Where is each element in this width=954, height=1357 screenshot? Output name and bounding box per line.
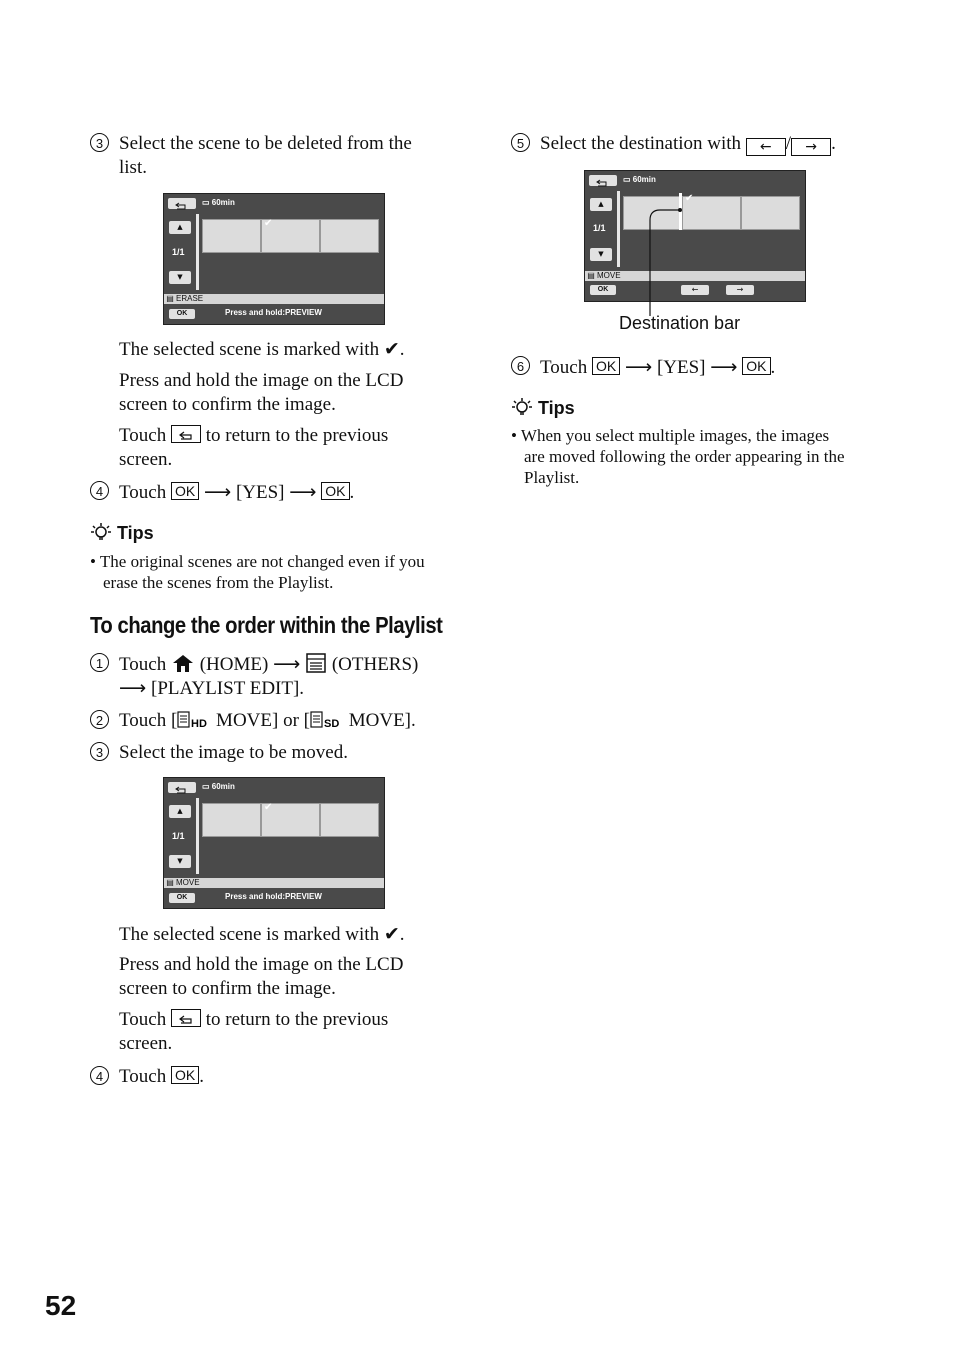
scroll-up-button[interactable]: ▲: [590, 198, 612, 211]
battery-indicator: ▭ 60min: [202, 782, 235, 791]
arrow-right-icon: ⟶: [119, 677, 147, 699]
scrollbar: [196, 214, 199, 290]
arrow-right-icon: ⟶: [710, 356, 738, 378]
step-text: list.: [119, 157, 147, 178]
return-icon: [171, 425, 201, 443]
step-number: 6: [511, 356, 530, 375]
paragraph-marked: The selected scene is marked with ✔.: [119, 338, 405, 360]
move-left-button[interactable]: ←: [681, 285, 709, 295]
tip-item: • The original scenes are not changed even if you erase the scenes from the Playlist.: [90, 552, 425, 592]
arrow-right-icon: ⟶: [624, 356, 653, 378]
ok-button[interactable]: OK: [590, 285, 616, 295]
scroll-down-button[interactable]: ▼: [590, 248, 612, 261]
checkmark-icon: ✔: [383, 338, 400, 360]
thumbnail[interactable]: [202, 219, 261, 253]
others-icon: [305, 652, 327, 674]
lightbulb-icon: [511, 396, 533, 418]
hold-preview-text: Press and hold:PREVIEW: [225, 308, 322, 317]
ok-button-icon: OK: [171, 482, 199, 500]
ok-button-icon: OK: [171, 1066, 199, 1084]
mode-bar: ▤ MOVE: [585, 271, 805, 281]
page-number: 52: [45, 1290, 77, 1321]
sd-playlist-icon: [310, 710, 344, 730]
ok-button[interactable]: OK: [169, 309, 195, 319]
svg-text:SD: SD: [323, 718, 340, 730]
tip-item: • When you select multiple images, the images are moved following the order appearing in the Playlist.: [511, 426, 845, 487]
checkmark-icon: ✔: [383, 923, 400, 945]
arrow-right-icon: ⟶: [203, 481, 232, 503]
step-number: 1: [90, 653, 109, 672]
return-icon: [168, 784, 196, 795]
scrollbar: [196, 798, 199, 874]
return-button[interactable]: [589, 175, 617, 186]
section-heading: To change the order within the Playlist: [90, 612, 443, 638]
tips-heading: Tips: [511, 396, 575, 419]
thumbnail[interactable]: [320, 219, 379, 253]
step-number: 4: [90, 1066, 109, 1085]
hd-playlist-icon: [177, 710, 211, 730]
step-number: 3: [90, 742, 109, 761]
paragraph-return: Touch to return to the previous screen.: [119, 1009, 389, 1054]
mode-bar: ▤ MOVE: [164, 878, 384, 888]
check-icon: ✔: [685, 193, 694, 204]
lcd-screen-move: [163, 777, 385, 909]
return-button[interactable]: [168, 198, 196, 209]
destination-bar-label: Destination bar: [619, 313, 741, 333]
step-number: 5: [511, 133, 530, 152]
return-icon: [589, 177, 617, 188]
page-indicator: 1/1: [172, 247, 185, 257]
scroll-down-button[interactable]: ▼: [169, 271, 191, 284]
move-right-button[interactable]: →: [726, 285, 754, 295]
paragraph-marked: The selected scene is marked with ✔.: [119, 923, 405, 945]
scroll-up-button[interactable]: ▲: [169, 221, 191, 234]
lcd-screen-destination: [584, 170, 806, 302]
return-button[interactable]: [168, 782, 196, 793]
ok-button[interactable]: OK: [169, 893, 195, 903]
return-icon: [168, 200, 196, 211]
thumbnail[interactable]: [741, 196, 800, 230]
thumbnail[interactable]: [320, 803, 379, 837]
hold-preview-text: Press and hold:PREVIEW: [225, 892, 322, 901]
check-icon: ✔: [264, 802, 273, 813]
lightbulb-icon: [90, 521, 112, 543]
check-icon: ✔: [264, 218, 273, 229]
paragraph-return: Touch to return to the previous screen.: [119, 425, 389, 470]
paragraph-press-hold: Press and hold the image on the LCD screen to confirm the image.: [119, 370, 404, 415]
home-icon: [171, 653, 195, 673]
right-arrow-icon: →: [791, 138, 831, 156]
battery-indicator: ▭ 60min: [623, 175, 656, 184]
page-indicator: 1/1: [593, 223, 606, 233]
ok-button-icon: OK: [742, 357, 770, 375]
ok-button-icon: OK: [592, 357, 620, 375]
scrollbar: [617, 191, 620, 267]
thumbnail[interactable]: [202, 803, 261, 837]
arrow-right-icon: ⟶: [273, 653, 301, 675]
step-number: 3: [90, 133, 109, 152]
step-number: 4: [90, 481, 109, 500]
scroll-down-button[interactable]: ▼: [169, 855, 191, 868]
paragraph-press-hold: Press and hold the image on the LCD screen to confirm the image.: [119, 954, 404, 999]
return-icon: [171, 1009, 201, 1027]
battery-indicator: ▭ 60min: [202, 198, 235, 207]
scroll-up-button[interactable]: ▲: [169, 805, 191, 818]
callout-line: [640, 200, 690, 320]
step-number: 2: [90, 710, 109, 729]
tips-heading: Tips: [90, 521, 154, 544]
svg-text:HD: HD: [191, 718, 208, 730]
mode-bar: ▤ ERASE: [164, 294, 384, 304]
left-arrow-icon: ←: [746, 138, 786, 156]
step-text: Select the scene to be deleted from the: [119, 133, 412, 154]
ok-button-icon: OK: [321, 482, 349, 500]
page-indicator: 1/1: [172, 831, 185, 841]
arrow-right-icon: ⟶: [289, 481, 317, 503]
lcd-screen-erase: [163, 193, 385, 325]
